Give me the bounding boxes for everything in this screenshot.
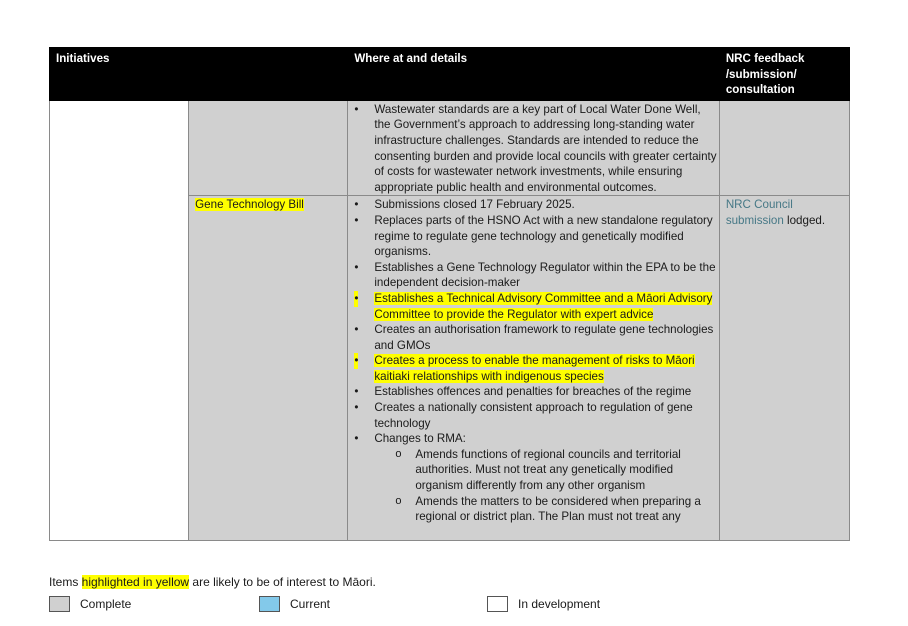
details-cell <box>348 100 719 196</box>
detail-bullet: • Changes to RMA: o Amends functions of regional councils and territorial authorities. Must not treat any genetically modified organism differently from any other organism o Amends the matters to be considered when preparing a regional or district plan. The Plan must not treat any <box>374 431 718 525</box>
details-cell <box>348 196 719 541</box>
detail-bullet: • Wastewater standards are a key part of Local Water Done Well, the Government’s approach to addressing long-standing water infrastructure challenges. Standards are intended to reduce the consenting burden and provide local councils with greater certainty of costs for wastewater network investments, while ensuring appropriate public health and environmental outcomes. <box>374 102 718 196</box>
initiative-category-cell <box>50 100 189 541</box>
initiative-name-cell <box>189 100 348 196</box>
current-swatch <box>259 596 280 612</box>
detail-bullet: • Creates an authorisation framework to regulate gene technologies and GMOs <box>374 322 718 353</box>
legend-current-label: Current <box>290 597 331 611</box>
feedback-suffix: lodged. <box>783 213 826 227</box>
legend-complete <box>49 596 131 612</box>
legend-current <box>259 596 330 612</box>
detail-bullet: • Establishes a Gene Technology Regulator within the EPA to be the independent decision-maker <box>374 260 718 291</box>
complete-swatch <box>49 596 70 612</box>
status-legend <box>0 596 908 614</box>
detail-bullet: • Submissions closed 17 February 2025. <box>374 197 718 213</box>
table-header-row <box>50 48 850 101</box>
legend-in-development-label: In development <box>518 597 601 611</box>
nrc-council-submission-link[interactable]: NRC Council submission <box>725 198 793 227</box>
legend-note: Items highlighted in yellow are likely to be of interest to Māori. <box>49 575 376 589</box>
detail-bullet: • Replaces parts of the HSNO Act with a new standalone regulatory regime to regulate gene technology and genetically modified organisms. <box>374 213 718 260</box>
detail-bullet-highlighted: • Creates a process to enable the management of risks to Māori kaitiaki relationships with indigenous species <box>374 353 718 384</box>
detail-sub-bullet: o Amends functions of regional councils and territorial authorities. Must not treat any genetically modified organism differently from any other organism <box>415 447 718 494</box>
header-initiatives: Initiatives <box>50 48 348 101</box>
initiative-name: Gene Technology Bill <box>195 198 304 212</box>
in-development-swatch <box>487 596 508 612</box>
detail-sub-bullet: o Amends the matters to be considered when preparing a regional or district plan. The Plan must not treat any <box>415 494 718 525</box>
initiatives-table <box>49 47 850 541</box>
table-row <box>50 100 850 196</box>
legend-highlight-sample: highlighted in yellow <box>81 575 190 589</box>
detail-bullet-highlighted: • Establishes a Technical Advisory Committee and a Māori Advisory Committee to provide the Regulator with expert advice <box>374 291 718 322</box>
legend-in-development <box>487 596 600 612</box>
header-feedback: NRC feedback /submission/ consultation <box>719 48 849 101</box>
header-where: Where at and details <box>348 48 719 101</box>
initiative-name-cell <box>189 196 348 541</box>
detail-bullet: • Creates a nationally consistent approach to regulation of gene technology <box>374 400 718 431</box>
feedback-cell <box>719 100 849 196</box>
legend-complete-label: Complete <box>80 597 132 611</box>
feedback-cell <box>719 196 849 541</box>
detail-bullet: • Establishes offences and penalties for breaches of the regime <box>374 384 718 400</box>
